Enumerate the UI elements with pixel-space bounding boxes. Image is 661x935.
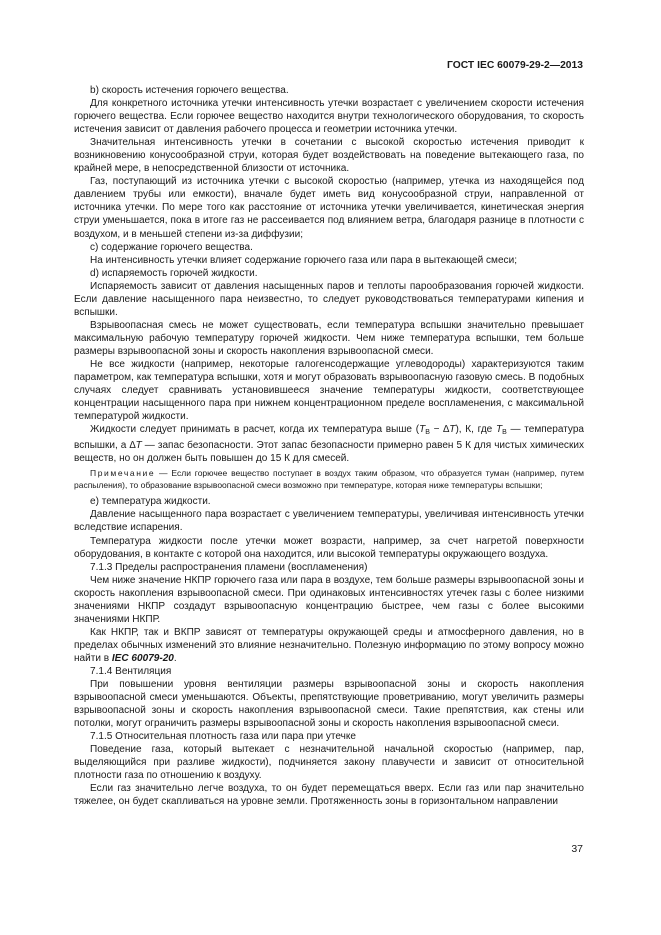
- document-body: [74, 84, 584, 808]
- lel-paragraph: Как НКПР, так и ВКПР зависят от температуры окружающей среды и атмосферного давления, но в пределах обычных изменений это влияние незначительно. Полезную информацию по этому вопросу можно найти в IEC 60079-20.: [74, 626, 584, 664]
- paragraph: Если газ значительно легче воздуха, то он будет перемещаться вверх. Если газ или пар значительно тяжелее, он будет скапливаться на уровне земли. Протяженность зоны в горизонтальном направлении: [74, 783, 584, 808]
- paragraph: Не все жидкости (например, некоторые галогенсодержащие углеводороды) характеризуются таким параметром, как температура вспышки, хотя и могут образовать взрывоопасную газовую смесь. В подобных случаях следует сравнивать установившееся значение температуры жидкости, соответствующее концентрации насыщенного пара при нижнем концентрационном пределе воспламенения, с максимальной температурой жидкости.: [74, 358, 584, 423]
- paragraph: Поведение газа, который вытекает с незначительной начальной скоростью (например, пар, выделяющийся при разливе жидкости), подчиняется закону плавучести и зависит от относительной плотности газа по отношению к воздуху.: [74, 744, 584, 782]
- list-item-e: e) температура жидкости.: [90, 496, 211, 508]
- section-heading-7-1-4: 7.1.4 Вентиляция: [90, 665, 172, 677]
- paragraph: При повышении уровня вентиляции размеры взрывоопасной зоны и скорость накопления взрывоопасной смеси уменьшаются. Объекты, препятствующие проветриванию, могут увеличить размеры взрывоопасной зоны и скорость накопления взрывоопасной смеси. Такие препятствия, как стены или потолки, могут ограничить размеры взрывоопасной зоны и скорость накопления взрывоопасной смеси.: [74, 679, 584, 730]
- section-heading-7-1-5: 7.1.5 Относительная плотность газа или пара при утечке: [90, 731, 357, 743]
- paragraph: Чем ниже значение НКПР горючего газа или пара в воздухе, тем больше размеры взрывоопасной зоны и скорость накопления взрывоопасной смеси. При одинаковых интенсивностях утечек газы с более низкими значениями НКПР создадут взрывоопасную концентрацию быстрее, чем газы с более высокими значениями НКПР.: [74, 574, 584, 625]
- paragraph: Испаряемость зависит от давления насыщенных паров и теплоты парообразования горючей жидкости. Если давление насыщенного пара неизвестно, то следует руководствоваться температурами кипения и вспышки.: [74, 280, 584, 318]
- list-item-c: c) содержание горючего вещества.: [90, 241, 253, 253]
- paragraph: Газ, поступающий из источника утечки с высокой скоростью (например, утечка из находящейся под давлением трубы или емкости), вначале будет иметь вид конусообразной струи, направленной от источника утечки. По мере того как расстояние от источника утечки увеличивается, кинетическая энергия струи уменьшается, пока в итоге газ не рассеивается под влиянием ветра, благодаря разнице в плотности с воздухом, и в меньшей степени из-за диффузии;: [74, 176, 584, 240]
- note-label: Примечание: [90, 468, 156, 479]
- paragraph: Давление насыщенного пара возрастает с увеличением температуры, увеличивая интенсивность утечки вследствие испарения.: [74, 509, 584, 534]
- paragraph: Для конкретного источника утечки интенсивность утечки возрастает с увеличением скорости истечения горючего вещества. Если горючее вещество находится внутри технологического оборудования, то скорость истечения зависит от давления рабочего процесса и геометрии источника утечки.: [74, 98, 584, 136]
- section-heading-7-1-3: 7.1.3 Пределы распространения пламени (воспламенения): [90, 561, 368, 573]
- paragraph: Температура жидкости после утечки может возрасти, например, за счет нагретой поверхности оборудования, в контакте с которой она находится, или высокой температуры окружающего воздуха.: [74, 535, 584, 560]
- safety-margin-paragraph: Жидкости следует принимать в расчет, когда их температура выше $(T_B - \Delta T)$, К, где $T_B$ — температура вспышки, а ∆T — запас безопасности. Этот запас безопасности примерно равен 5 К для чистых химических веществ, но он должен быть повышен до 15 К для смесей.: [74, 424, 585, 465]
- standard-reference: IEC 60079-20: [111, 652, 174, 664]
- paragraph: На интенсивность утечки влияет содержание горючего газа или пара в вытекающей смеси;: [90, 254, 517, 266]
- note: [74, 468, 584, 491]
- note-text: — Если горючее вещество поступает в воздух таким образом, что образуется туман (например, путем распыления), то образование взрывоопасной смеси возможно при температуре, которая ниже температуры вспышки;: [74, 468, 584, 490]
- list-item-d: d) испаряемость горючей жидкости.: [90, 267, 258, 279]
- list-item-b: b) скорость истечения горючего вещества.: [90, 85, 289, 96]
- paragraph: Значительная интенсивность утечки в сочетании с высокой скоростью истечения приводит к возникновению конусообразной струи, которая будет воздействовать на поведение вытекающего газа, по крайней мере, в непосредственной близости от источника.: [74, 137, 584, 175]
- document-header: ГОСТ IEC 60079-29-2—2013: [447, 60, 583, 71]
- page-number: 37: [571, 843, 583, 855]
- paragraph: Взрывоопасная смесь не может существовать, если температура вспышки значительно превышает максимальную рабочую температуру горючей жидкости. Чем ниже температура вспышки, тем больше размеры взрывоопасной зоны и скорость накопления взрывоопасной смеси.: [74, 319, 584, 357]
